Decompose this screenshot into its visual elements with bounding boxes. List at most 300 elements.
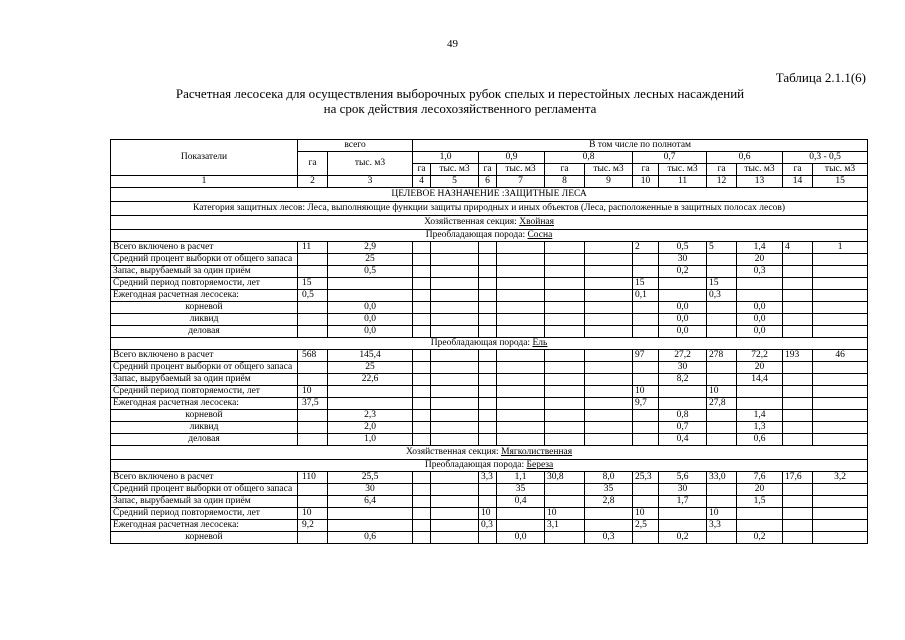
- table-cell: [479, 532, 497, 544]
- table-cell: 25: [328, 254, 413, 266]
- table-cell: [633, 422, 659, 434]
- table-cell: 22,6: [328, 374, 413, 386]
- table-cell: [431, 398, 479, 410]
- table-row: [111, 496, 868, 508]
- table-cell: 0,0: [659, 326, 707, 338]
- table-cell: 15: [707, 278, 737, 290]
- table-cell: [298, 374, 328, 386]
- row-label: Средний период повторяемости, лет: [111, 386, 298, 398]
- table-cell: [545, 434, 585, 446]
- table-cell: [545, 362, 585, 374]
- row-label: деловая: [111, 434, 298, 446]
- table-cell: [431, 326, 479, 338]
- table-cell: 14,4: [737, 374, 783, 386]
- table-cell: [298, 532, 328, 544]
- table-cell: 0,2: [659, 266, 707, 278]
- table-cell: [497, 290, 545, 302]
- table-cell: [545, 314, 585, 326]
- row-label: Средний период повторяемости, лет: [111, 278, 298, 290]
- table-cell: [585, 302, 633, 314]
- table-cell: 30: [659, 254, 707, 266]
- row-label: Средний период повторяемости, лет: [111, 508, 298, 520]
- header-density: 0,3 - 0,5: [783, 152, 868, 164]
- table-cell: [413, 350, 431, 362]
- table-cell: [431, 532, 479, 544]
- table-cell: [545, 266, 585, 278]
- table-cell: [497, 314, 545, 326]
- table-cell: [431, 422, 479, 434]
- table-cell: [298, 484, 328, 496]
- row-label: Всего включено в расчет: [111, 242, 298, 254]
- header-density: 0,6: [707, 152, 783, 164]
- table-cell: [413, 398, 431, 410]
- section-row: [111, 216, 868, 230]
- table-cell: [585, 398, 633, 410]
- header-unit-ha: га: [707, 164, 737, 176]
- table-cell: 27,2: [659, 350, 707, 362]
- table-cell: [497, 422, 545, 434]
- table-cell: 0,3: [585, 532, 633, 544]
- section-prefix: Хозяйственная секция:: [405, 447, 502, 457]
- table-cell: 2,8: [585, 496, 633, 508]
- table-cell: [413, 326, 431, 338]
- header-unit-m3: тыс. м3: [737, 164, 783, 176]
- table-row: [111, 290, 868, 302]
- table-row: [111, 314, 868, 326]
- section-prefix: Хозяйственная секция:: [424, 217, 520, 227]
- table-cell: [479, 302, 497, 314]
- header-density: 0,7: [633, 152, 707, 164]
- table-cell: 72,2: [737, 350, 783, 362]
- table-cell: [497, 302, 545, 314]
- table-cell: 11: [298, 242, 328, 254]
- table-cell: 1,1: [497, 472, 545, 484]
- table-cell: [813, 266, 868, 278]
- section-row: [111, 446, 868, 460]
- table-cell: [413, 472, 431, 484]
- table-cell: [783, 532, 813, 544]
- table-cell: [413, 278, 431, 290]
- table-cell: 2,3: [328, 410, 413, 422]
- table-cell: [707, 496, 737, 508]
- table-cell: [413, 422, 431, 434]
- section-name: Хвойная: [519, 217, 554, 227]
- table-cell: [783, 508, 813, 520]
- table-cell: [413, 242, 431, 254]
- table-cell: 20: [737, 254, 783, 266]
- table-cell: [633, 302, 659, 314]
- table-cell: [813, 532, 868, 544]
- table-cell: [813, 496, 868, 508]
- table-cell: [585, 386, 633, 398]
- table-cell: 0,0: [659, 302, 707, 314]
- table-cell: [497, 398, 545, 410]
- table-cell: [783, 422, 813, 434]
- table-cell: [328, 290, 413, 302]
- table-cell: [813, 422, 868, 434]
- table-cell: [545, 398, 585, 410]
- table-cell: [585, 242, 633, 254]
- section-name: Мягколиственная: [501, 447, 573, 457]
- table-cell: [479, 484, 497, 496]
- table-cell: [497, 350, 545, 362]
- table-title: [120, 86, 800, 116]
- table-row: [111, 278, 868, 290]
- row-label: корневой: [111, 410, 298, 422]
- table-cell: [479, 496, 497, 508]
- table-cell: [707, 374, 737, 386]
- table-row: [111, 374, 868, 386]
- table-cell: [783, 496, 813, 508]
- table-cell: [813, 254, 868, 266]
- table-row: [111, 398, 868, 410]
- table-cell: [497, 386, 545, 398]
- table-cell: [813, 508, 868, 520]
- table-cell: [479, 362, 497, 374]
- row-label: Запас, вырубаемый за один приём: [111, 374, 298, 386]
- table-cell: [545, 496, 585, 508]
- table-cell: [431, 386, 479, 398]
- table-cell: [431, 374, 479, 386]
- table-cell: [413, 314, 431, 326]
- page-number: 49: [447, 38, 458, 50]
- table-cell: [783, 410, 813, 422]
- table-cell: [545, 242, 585, 254]
- table-cell: [707, 302, 737, 314]
- table-cell: 30: [328, 484, 413, 496]
- header-unit-ha: га: [479, 164, 497, 176]
- table-cell: [298, 254, 328, 266]
- table-cell: [431, 434, 479, 446]
- table-cell: [431, 362, 479, 374]
- table-cell: 33,0: [707, 472, 737, 484]
- table-row: [111, 326, 868, 338]
- table-cell: [413, 410, 431, 422]
- table-row: [111, 472, 868, 484]
- table-row: [111, 362, 868, 374]
- table-cell: [298, 266, 328, 278]
- column-number: 5: [431, 176, 479, 188]
- table-cell: [431, 484, 479, 496]
- table-cell: 0,1: [633, 290, 659, 302]
- header-density: 1,0: [413, 152, 479, 164]
- table-cell: [497, 508, 545, 520]
- table-cell: [585, 254, 633, 266]
- table-cell: [479, 422, 497, 434]
- table-cell: [497, 374, 545, 386]
- header-total-m3: тыс. м3: [328, 152, 413, 176]
- table-cell: 15: [298, 278, 328, 290]
- table-cell: [545, 350, 585, 362]
- table-cell: [813, 374, 868, 386]
- table-cell: [813, 386, 868, 398]
- table-cell: [813, 520, 868, 532]
- table-cell: 1,0: [328, 434, 413, 446]
- table-cell: [479, 386, 497, 398]
- table-cell: 30: [659, 484, 707, 496]
- table-row: [111, 410, 868, 422]
- title-line-2: на срок действия лесохозяйственного регламента: [323, 101, 597, 116]
- table-cell: [783, 290, 813, 302]
- table-cell: 193: [783, 350, 813, 362]
- table-cell: [545, 532, 585, 544]
- table-cell: [585, 422, 633, 434]
- table-body: [111, 188, 868, 544]
- column-number: 4: [413, 176, 431, 188]
- table-cell: [585, 374, 633, 386]
- header-unit-m3: тыс. м3: [813, 164, 868, 176]
- table-cell: [545, 422, 585, 434]
- table-cell: [479, 398, 497, 410]
- table-cell: [585, 508, 633, 520]
- table-cell: [783, 434, 813, 446]
- table-cell: [813, 278, 868, 290]
- table-cell: [707, 422, 737, 434]
- table-cell: [783, 314, 813, 326]
- species-prefix: Преобладающая порода:: [424, 460, 527, 470]
- table-cell: [813, 290, 868, 302]
- table-cell: [737, 386, 783, 398]
- table-cell: 2,9: [328, 242, 413, 254]
- table-cell: 97: [633, 350, 659, 362]
- table-cell: 2,0: [328, 422, 413, 434]
- table-row: [111, 242, 868, 254]
- table-cell: [413, 434, 431, 446]
- table-cell: 0,0: [328, 314, 413, 326]
- table-cell: [585, 350, 633, 362]
- table-cell: [497, 520, 545, 532]
- table-cell: [413, 484, 431, 496]
- table-cell: [585, 266, 633, 278]
- row-label: Средний процент выборки от общего запаса: [111, 254, 298, 266]
- column-number: 10: [633, 176, 659, 188]
- header-unit-m3: тыс. м3: [431, 164, 479, 176]
- table-cell: 0,7: [659, 422, 707, 434]
- table-cell: [585, 410, 633, 422]
- row-label: деловая: [111, 326, 298, 338]
- table-cell: 9,7: [633, 398, 659, 410]
- table-cell: [298, 326, 328, 338]
- table-cell: [783, 254, 813, 266]
- table-cell: [431, 472, 479, 484]
- table-row: [111, 302, 868, 314]
- table-cell: [813, 326, 868, 338]
- table-cell: 1,7: [659, 496, 707, 508]
- table-cell: [328, 278, 413, 290]
- table-cell: 30,8: [545, 472, 585, 484]
- table-cell: 9,2: [298, 520, 328, 532]
- species-row: [111, 230, 868, 242]
- table-cell: [659, 290, 707, 302]
- table-cell: [659, 398, 707, 410]
- table-cell: [328, 386, 413, 398]
- table-row: [111, 266, 868, 278]
- table-cell: 0,3: [707, 290, 737, 302]
- table-cell: 8,0: [585, 472, 633, 484]
- table-cell: 0,6: [737, 434, 783, 446]
- table-cell: [813, 484, 868, 496]
- table-cell: 0,0: [328, 302, 413, 314]
- table-cell: [633, 410, 659, 422]
- table-cell: [413, 496, 431, 508]
- table-cell: [813, 434, 868, 446]
- table-cell: 10: [298, 386, 328, 398]
- table-cell: [298, 422, 328, 434]
- table-cell: 25: [328, 362, 413, 374]
- table-cell: [431, 350, 479, 362]
- table-cell: [813, 362, 868, 374]
- table-cell: 0,5: [298, 290, 328, 302]
- table-cell: 0,4: [659, 434, 707, 446]
- table-cell: 0,0: [737, 302, 783, 314]
- table-cell: 10: [633, 386, 659, 398]
- table-cell: [413, 520, 431, 532]
- table-cell: [585, 278, 633, 290]
- table-row: [111, 520, 868, 532]
- table-row: [111, 508, 868, 520]
- table-cell: [479, 290, 497, 302]
- table-cell: [707, 266, 737, 278]
- table-cell: 0,6: [328, 532, 413, 544]
- table-cell: 35: [585, 484, 633, 496]
- table-cell: 10: [707, 386, 737, 398]
- table-cell: [479, 254, 497, 266]
- table-cell: [783, 326, 813, 338]
- table-cell: [545, 386, 585, 398]
- header-unit-m3: тыс. м3: [585, 164, 633, 176]
- table-cell: 6,4: [328, 496, 413, 508]
- table-cell: 10: [479, 508, 497, 520]
- table-cell: [545, 410, 585, 422]
- table-cell: [659, 520, 707, 532]
- table-cell: [707, 484, 737, 496]
- header-incl-density: В том числе по полнотам: [413, 140, 868, 152]
- column-number: 13: [737, 176, 783, 188]
- table-cell: 0,5: [659, 242, 707, 254]
- table-cell: [413, 374, 431, 386]
- table-cell: [545, 326, 585, 338]
- table-cell: [431, 508, 479, 520]
- column-number: 12: [707, 176, 737, 188]
- table-label: Таблица 2.1.1(6): [775, 70, 866, 85]
- header-total: всего: [298, 140, 413, 152]
- row-label: Всего включено в расчет: [111, 472, 298, 484]
- table-cell: [413, 302, 431, 314]
- table-cell: [298, 496, 328, 508]
- table-cell: [413, 386, 431, 398]
- table-cell: [413, 254, 431, 266]
- table-cell: 2: [633, 242, 659, 254]
- table-cell: 20: [737, 484, 783, 496]
- species-row: [111, 338, 868, 350]
- table-cell: [545, 254, 585, 266]
- table-cell: [707, 434, 737, 446]
- table-cell: [633, 314, 659, 326]
- table-cell: [707, 532, 737, 544]
- table-cell: [431, 290, 479, 302]
- header-unit-ha: га: [545, 164, 585, 176]
- row-label: Ежегодная расчетная лесосека:: [111, 398, 298, 410]
- row-label: Всего включено в расчет: [111, 350, 298, 362]
- species-name: Ель: [532, 338, 548, 348]
- table-cell: [633, 326, 659, 338]
- table-cell: [545, 374, 585, 386]
- table-cell: 1,5: [737, 496, 783, 508]
- table-cell: [707, 410, 737, 422]
- table-header: [111, 140, 868, 188]
- species-name: Береза: [526, 460, 554, 470]
- table-cell: [497, 278, 545, 290]
- table-cell: [479, 242, 497, 254]
- table-cell: [659, 386, 707, 398]
- table-cell: [479, 374, 497, 386]
- table-cell: [737, 278, 783, 290]
- table-cell: [585, 520, 633, 532]
- table-cell: [813, 410, 868, 422]
- table-cell: [633, 484, 659, 496]
- table-cell: 278: [707, 350, 737, 362]
- row-label: корневой: [111, 532, 298, 544]
- header-indicators: Показатели: [111, 140, 298, 176]
- column-number: 7: [497, 176, 545, 188]
- table-cell: 0,4: [497, 496, 545, 508]
- table-cell: [413, 266, 431, 278]
- table-cell: [783, 362, 813, 374]
- table-cell: [413, 532, 431, 544]
- table-row: [111, 350, 868, 362]
- table-cell: 27,8: [707, 398, 737, 410]
- category-row: Категория защитных лесов: Леса, выполняющие функции защиты природных и иных объектов (Леса, расположенные в защитных полосах лесов): [111, 202, 868, 216]
- header-unit-ha: га: [783, 164, 813, 176]
- table-row: [111, 422, 868, 434]
- table-cell: [497, 362, 545, 374]
- table-cell: 1,4: [737, 242, 783, 254]
- table-cell: [783, 386, 813, 398]
- table-cell: [413, 362, 431, 374]
- header-unit-m3: тыс. м3: [497, 164, 545, 176]
- table-cell: 46: [813, 350, 868, 362]
- table-cell: [585, 362, 633, 374]
- table-cell: [497, 266, 545, 278]
- row-label: корневой: [111, 302, 298, 314]
- table-cell: [431, 266, 479, 278]
- header-density: 0,9: [479, 152, 545, 164]
- table-cell: [585, 326, 633, 338]
- table-cell: 0,0: [737, 314, 783, 326]
- table-cell: [813, 314, 868, 326]
- table-cell: 20: [737, 362, 783, 374]
- species-row: [111, 460, 868, 472]
- table-cell: [585, 434, 633, 446]
- species-prefix: Преобладающая порода:: [430, 338, 533, 348]
- species-prefix: Преобладающая порода:: [425, 230, 528, 240]
- table-cell: [707, 314, 737, 326]
- table-cell: [413, 508, 431, 520]
- table-row: [111, 532, 868, 544]
- table-cell: 0,0: [497, 532, 545, 544]
- column-number: 15: [813, 176, 868, 188]
- table-cell: [659, 278, 707, 290]
- column-number: 1: [111, 176, 298, 188]
- table-cell: 25,3: [633, 472, 659, 484]
- table-cell: [328, 520, 413, 532]
- table-cell: [479, 314, 497, 326]
- table-cell: [497, 434, 545, 446]
- table-cell: 35: [497, 484, 545, 496]
- table-cell: [545, 484, 585, 496]
- table-cell: [479, 266, 497, 278]
- table-cell: [707, 326, 737, 338]
